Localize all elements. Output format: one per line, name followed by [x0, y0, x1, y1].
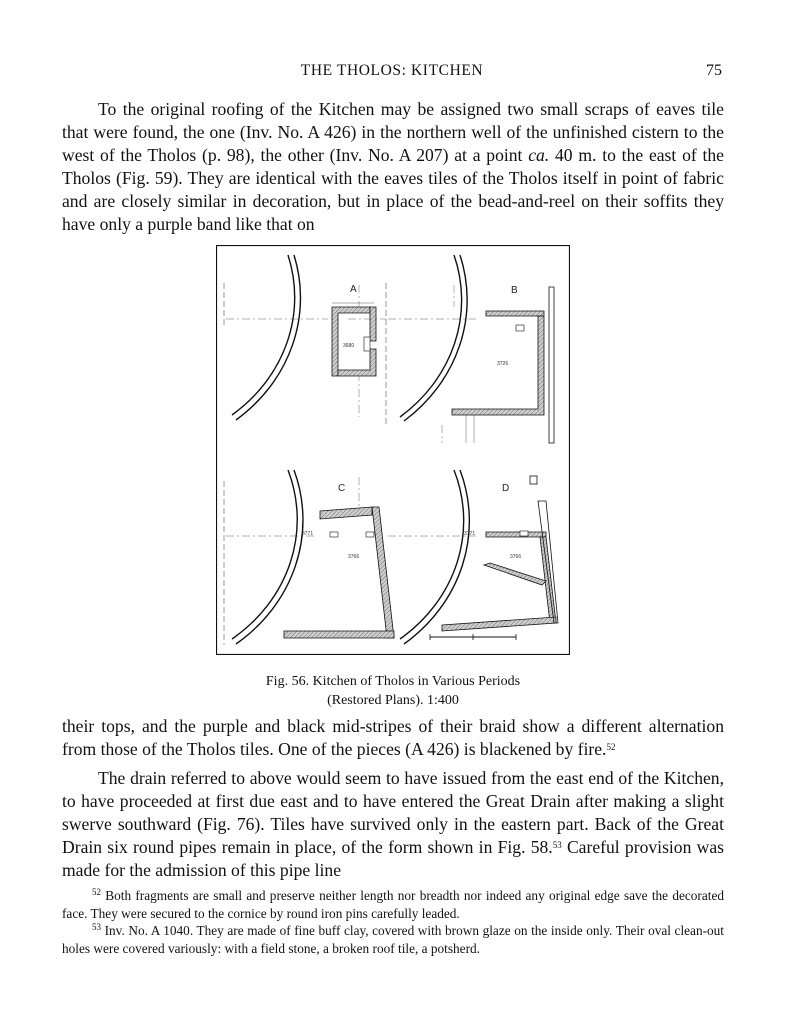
- paragraph-drain: [62, 767, 724, 882]
- footnote-text: Both fragments are small and preserve neither length nor breadth nor indeed any original edge save the decorated face. They were secured to the cornice by round iron pins carefully leaded.: [62, 888, 725, 921]
- running-title: THE THOLOS: KITCHEN: [300, 62, 484, 79]
- footnotes: [62, 887, 724, 957]
- panel-label-b: B: [511, 285, 518, 296]
- figure-frame: [217, 246, 570, 655]
- paragraph-text: Careful provision was made for the admission of this pipe line: [62, 837, 724, 880]
- caption-line: Fig. 56. Kitchen of Tholos in Various Periods: [265, 674, 521, 689]
- paragraph-text: 40 m. to the east of the Tholos (Fig. 59). They are identical with the eaves tiles of the Tholos itself in point of fabric and are closely similar in decoration, but in place of the bead-and-reel on their soffits they have only a purple band like that on: [62, 145, 724, 234]
- room-number-b: 3726: [497, 361, 509, 367]
- page-number: 75: [706, 62, 722, 79]
- room-number-d-west: 3771: [464, 531, 476, 537]
- room-number-a: 3680: [343, 343, 355, 349]
- room-number-c: 3766: [348, 554, 360, 560]
- plan-panel-b: [386, 255, 554, 443]
- figure-caption: [200, 672, 586, 710]
- footnote-number: 52: [92, 887, 101, 897]
- running-head: [62, 62, 722, 82]
- footnote: [62, 887, 724, 922]
- footnote-marker: 53: [552, 840, 562, 850]
- paragraph-text: their tops, and the purple and black mid-stripes of their braid show a different alternation from those of the Tholos tiles. One of the pieces (A 426) is blackened by fire.: [62, 716, 724, 759]
- plan-panel-d: [388, 470, 558, 644]
- footnote-number: 53: [92, 922, 101, 932]
- paragraph-text: To the original roofing of the Kitchen may be assigned two small scraps of eaves tile that were found, the one (Inv. No. A 426) in the northern well of the unfinished cistern to the west of the Tholos (p. 98), the other (Inv. No. A 207) at a point: [62, 99, 724, 165]
- panel-label-c: C: [338, 483, 346, 494]
- panel-label-a: A: [350, 284, 357, 295]
- paragraph-italic-ca: ca.: [528, 145, 550, 165]
- kitchen-plans-figure: [216, 245, 570, 655]
- paragraph-tile-tops: [62, 715, 724, 761]
- footnote-marker: 52: [606, 742, 616, 752]
- paragraph-eaves-tiles: [62, 98, 724, 236]
- room-number-d: 3766: [510, 554, 522, 560]
- panel-label-d: D: [502, 483, 510, 494]
- room-number-c-west: 3771: [302, 531, 314, 537]
- footnote: [62, 922, 724, 957]
- footnote-text: Inv. No. A 1040. They are made of fine buff clay, covered with brown glaze on the inside only. Their oval clean-out holes were covered variously: with a field stone, a broken roof tile, a potsherd.: [62, 923, 725, 956]
- caption-line: (Restored Plans). 1:400: [327, 693, 459, 708]
- plan-panel-c: [224, 470, 394, 645]
- paragraph-text: The drain referred to above would seem to have issued from the east end of the Kitchen, to have proceeded at first due east and to have entered the Great Drain after making a slight swerve southward (Fig. 76). Tiles have survived only in the eastern part. Back of the Great Drain six round pipes remain in place, of the form shown in Fig. 58.: [62, 768, 724, 857]
- plan-panel-a: [224, 255, 386, 420]
